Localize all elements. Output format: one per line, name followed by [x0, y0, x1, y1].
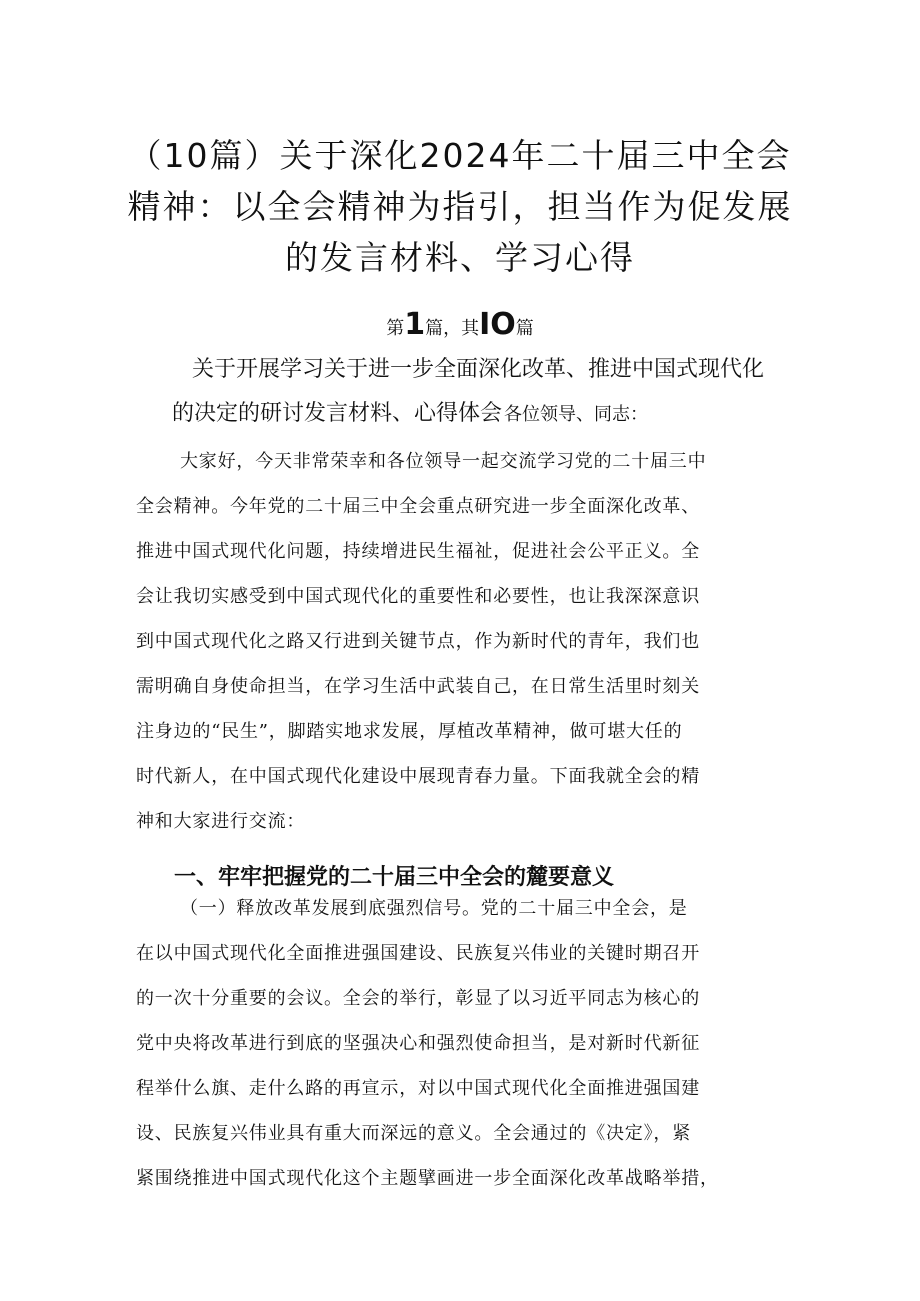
title-line: （10篇）关于深化2024年二十届三中全会 — [128, 136, 792, 176]
part-prefix: 第 — [386, 318, 405, 339]
part-total: IO — [479, 307, 516, 342]
part-heading — [0, 306, 920, 348]
body-line: 到中国式现代化之路又行进到关键节点，作为新时代的青年，我们也 — [136, 631, 700, 652]
sub-heading-text: 的决定的研讨发言材料、心得体会 — [172, 401, 503, 426]
title-line: 的发言材料、学习心得 — [285, 238, 635, 278]
body-line: 会让我切实感受到中国式现代化的重要性和必要性，也让我深深意识 — [136, 586, 700, 607]
part-suffix: 篇 — [515, 318, 534, 339]
part-mid: 篇，其 — [425, 318, 480, 339]
body-line: 的一次十分重要的会议。全会的举行，彰显了以习近平同志为核心的 — [136, 988, 700, 1009]
body-line: 党中央将改革进行到底的坚强决心和强烈使命担当，是对新时代新征 — [136, 1033, 700, 1054]
body-line: 大家好，今天非常荣幸和各位领导一起交流学习党的二十届三中 — [180, 451, 707, 472]
part-number: 1 — [404, 307, 426, 342]
body-line: 在以中国式现代化全面推进强国建设、民族复兴伟业的关键时期召开 — [136, 943, 700, 964]
body-line: 需明确自身使命担当，在学习生活中武装自己，在日常生活里时刻关 — [136, 676, 700, 697]
body-line: 时代新人，在中国式现代化建设中展现青春力量。下面我就全会的精 — [136, 766, 700, 787]
sub-heading-line-2 — [172, 392, 648, 437]
section-heading: 一、牢牢把握党的二十届三中全会的麓要意义 — [174, 865, 615, 891]
body-line: （一）释放改革发展到底强烈信号。党的二十届三中全会，是 — [180, 898, 688, 919]
title-line: 精神：以全会精神为指引，担当作为促发展 — [127, 187, 793, 227]
greeting: 各位领导、同志： — [504, 404, 649, 425]
body-line: 程举什么旗、走什么路的再宣示，对以中国式现代化全面推进强国建 — [136, 1078, 700, 1099]
body-line: 推进中国式现代化问题，持续增进民生福祉，促进社会公平正义。全 — [136, 541, 700, 562]
body-line: 设、民族复兴伟业具有重大而深远的意义。全会通过的《决定》，紧 — [136, 1123, 691, 1144]
document-title — [120, 130, 800, 283]
sub-heading-line: 关于开展学习关于进一步全面深化改革、推进中国式现代化 — [192, 357, 765, 382]
body-line: 全会精神。今年党的二十届三中全会重点研究进一步全面深化改革、 — [136, 496, 700, 517]
body-line: 紧围绕推进中国式现代化这个主题擘画进一步全面深化改革战略举措， — [136, 1168, 719, 1189]
body-line: 神和大家进行交流： — [136, 811, 306, 832]
body-line: 注身边的“民生”，脚踏实地求发展，厚植改革精神，做可堪大任的 — [136, 721, 683, 742]
